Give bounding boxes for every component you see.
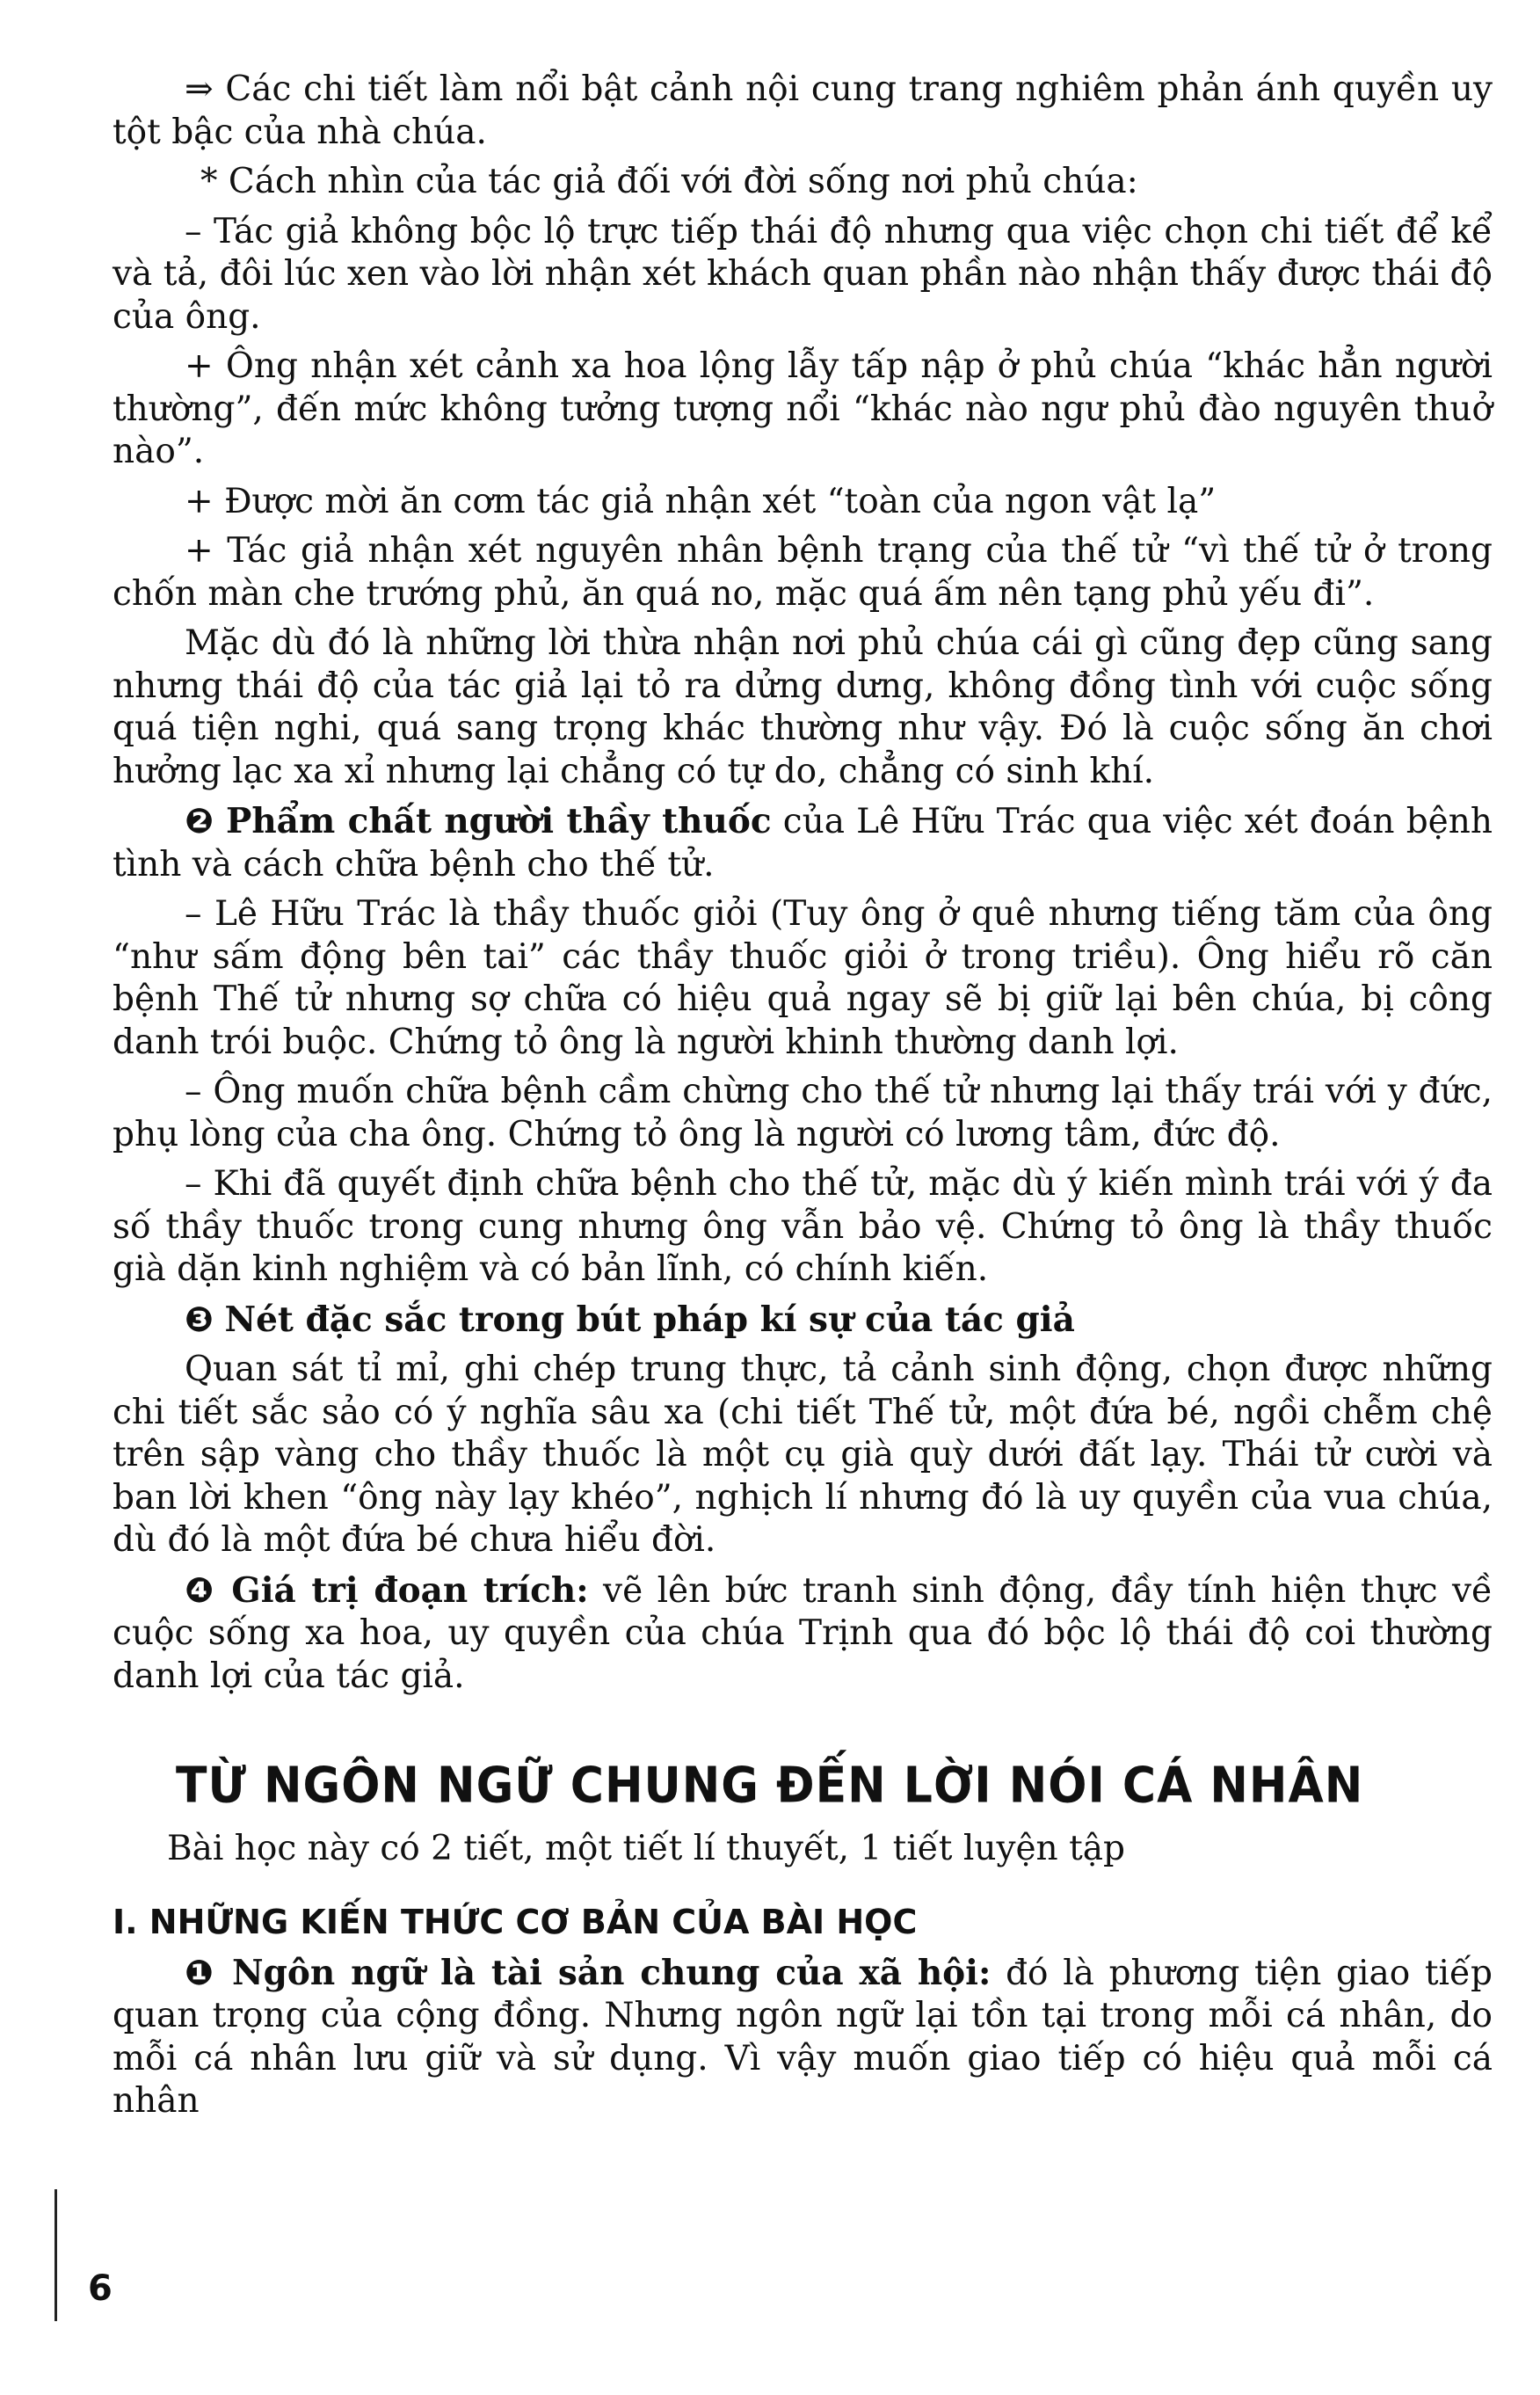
number-marker: ❶ [185,1953,218,1993]
paragraph-remark-1: + Ông nhận xét cảnh xa hoa lộng lẫy tấp nập ở phủ chúa “khác hẳn người thường”, đến mức không tưởng tượng nổi “khác nào ngư phủ đào nguyên thuở nào”. [113,346,1493,471]
lesson-subtitle: Bài học này có 2 tiết, một tiết lí thuyết, 1 tiết luyện tập [167,1829,1125,1868]
paragraph-doctor-3: – Khi đã quyết định chữa bệnh cho thế tử, mặc dù ý kiến mình trái với ý đa số thầy thuốc trong cung nhưng ông vẫn bảo vệ. Chứng tỏ ông là thầy thuốc già dặn kinh nghiệm và có bản lĩnh, có chính kiến. [113,1164,1493,1289]
page-number: 6 [88,2268,113,2309]
bold-heading: Phẩm chất người thầy thuốc [226,801,772,841]
section-heading: I. NHỮNG KIẾN THỨC CƠ BẢN CỦA BÀI HỌC [113,1902,918,1941]
paragraph-style-heading [113,1299,1493,1343]
bold-heading: Giá trị đoạn trích: [231,1569,589,1611]
number-marker: ❷ [185,802,214,841]
paragraph-heading-view: * Cách nhìn của tác giả đối với đời sống nơi phủ chúa: [200,162,1138,201]
margin-line [54,2189,57,2321]
paragraph-value: ❹ Giá trị đoạn trích: vẽ lên bức tranh sinh động, đầy tính hiện thực về cuộc sống xa hoa, uy quyền của chúa Trịnh qua đó bộc lộ thái độ coi thường danh lợi của tác giả. [113,1569,1493,1696]
paragraph-doctor-quality: ❷ Phẩm chất người thầy thuốc của Lê Hữu Trác qua việc xét đoán bệnh tình và cách chữa bệnh cho thế tử. [113,801,1493,884]
paragraph-doctor-1: – Lê Hữu Trác là thầy thuốc giỏi (Tuy ông ở quê nhưng tiếng tăm của ông “như sấm động bên tai” các thầy thuốc giỏi ở trong triều). Ông hiểu rõ căn bệnh Thế tử nhưng sợ chữa có hiệu quả ngay sẽ bị giữ lại bên chúa, bị công danh trói buộc. Chứng tỏ ông là người khinh thường danh lợi. [113,894,1493,1062]
bold-heading: Ngôn ngữ là tài sản chung của xã hội: [231,1952,992,1993]
paragraph-doctor-2: – Ông muốn chữa bệnh cầm chừng cho thế tử nhưng lại thấy trái với y đức, phụ lòng của cha ông. Chứng tỏ ông là người có lương tâm, đức độ. [113,1072,1493,1154]
paragraph-language: ❶ Ngôn ngữ là tài sản chung của xã hội: đó là phương tiện giao tiếp quan trọng của cộng đồng. Nhưng ngôn ngữ lại tồn tại trong mỗi cá nhân, do mỗi cá nhân lưu giữ và sử dụng. Vì vậy muốn giao tiếp có hiệu quả mỗi cá nhân [113,1952,1493,2121]
page-body [113,69,1493,2123]
paragraph-style-body: Quan sát tỉ mỉ, ghi chép trung thực, tả cảnh sinh động, chọn được những chi tiết sắc sảo có ý nghĩa sâu xa (chi tiết Thế tử, một đứa bé, ngồi chễm chệ trên sập vàng cho thầy thuốc là một cụ già quỳ dưới đất lạy. Thái tử cười và ban lời khen “ông này lạy khéo”, nghịch lí nhưng đó là uy quyền của vua chúa, dù đó là một đứa bé chưa hiểu đời. [113,1350,1493,1560]
paragraph-conclusion: ⇒ Các chi tiết làm nổi bật cảnh nội cung trang nghiêm phản ánh quyền uy tột bậc của nhà chúa. [113,69,1493,152]
bold-heading: Nét đặc sắc trong bút pháp kí sự của tác giả [224,1299,1075,1340]
paragraph-remark-2: + Được mời ăn cơm tác giả nhận xét “toàn của ngon vật lạ” [185,481,1217,521]
number-marker: ❸ [185,1299,214,1340]
paragraph-author-attitude: – Tác giả không bộc lộ trực tiếp thái độ nhưng qua việc chọn chi tiết để kể và tả, đôi lúc xen vào lời nhận xét khách quan phần nào nhận thấy được thái độ của ông. [113,211,1493,337]
number-marker: ❹ [185,1570,218,1611]
lesson-title: TỪ NGÔN NGỮ CHUNG ĐẾN LỜI NÓI CÁ NHÂN [176,1757,1364,1815]
paragraph-summary: Mặc dù đó là những lời thừa nhận nơi phủ chúa cái gì cũng đẹp cũng sang nhưng thái độ của tác giả lại tỏ ra dửng dưng, không đồng tình với cuộc sống quá tiện nghi, quá sang trọng khác thường như vậy. Đó là cuộc sống ăn chơi hưởng lạc xa xỉ nhưng lại chẳng có tự do, chẳng có sinh khí. [113,623,1493,791]
paragraph-remark-3: + Tác giả nhận xét nguyên nhân bệnh trạng của thế tử “vì thế tử ở trong chốn màn che trướng phủ, ăn quá no, mặc quá ấm nên tạng phủ yếu đi”. [113,531,1493,614]
